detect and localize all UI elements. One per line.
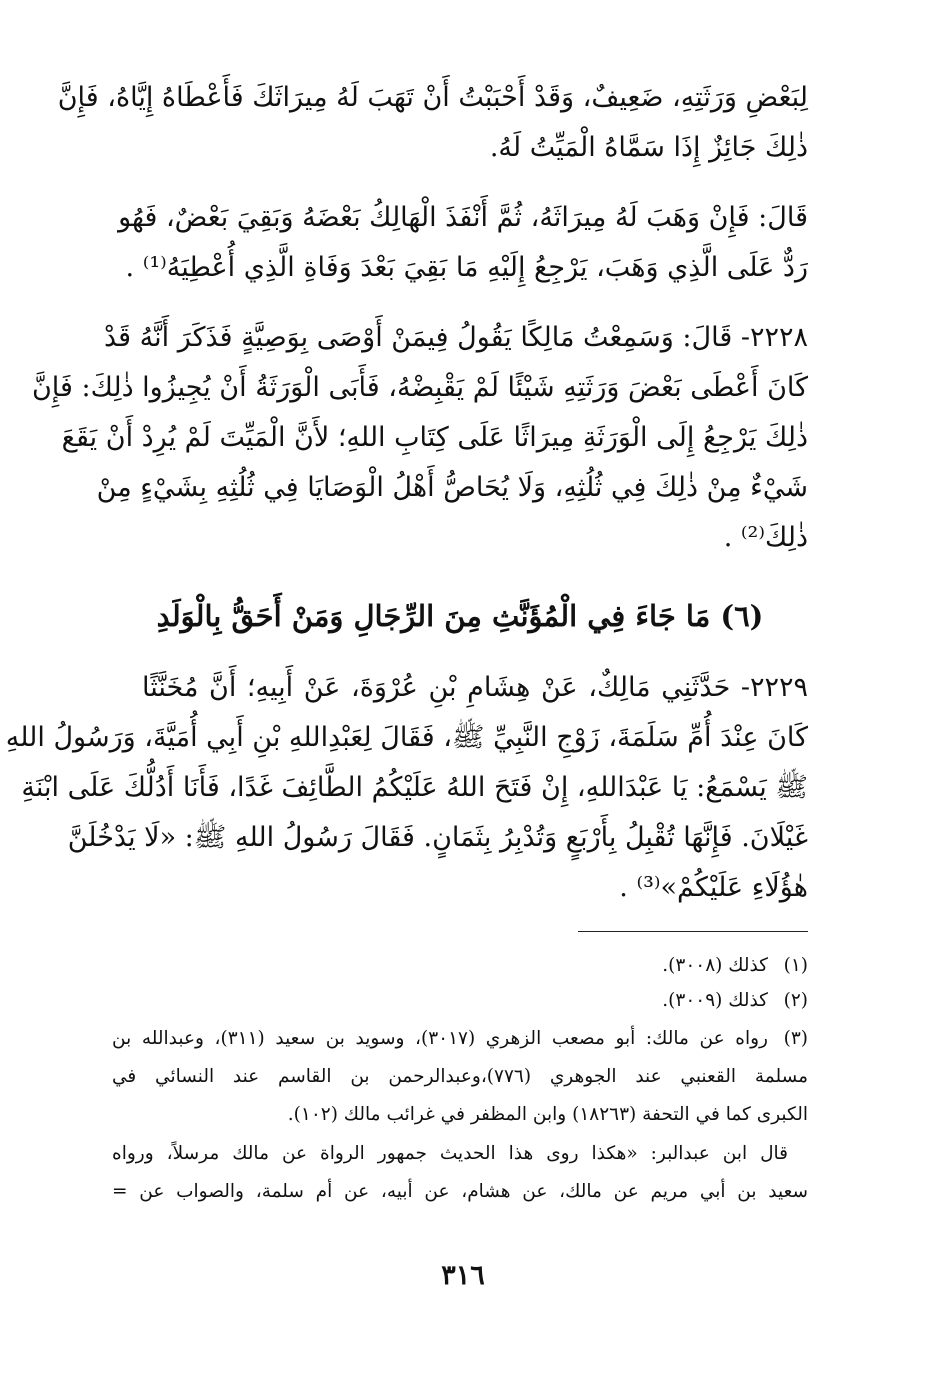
footnote-line: كذلك (٣٠٠٨). — [662, 955, 768, 976]
footnote-number: (٢) — [783, 990, 808, 1011]
text-line: قَالَ: فَإِنْ وَهَبَ لَهُ مِيرَاثَهُ، ثُمَّ أَنْفَذَ الْهَالِكُ بَعْضَهُ وَبَقِيَ بَعْضٌ، فَهُو — [118, 202, 808, 233]
footnote-line: قال ابن عبدالبر: «هكذا روى هذا الحديث جمهور الرواة عن مالك مرسلاً، ورواه — [112, 1143, 788, 1164]
footnote-separator — [578, 931, 808, 932]
page-number: ٣١٦ — [441, 1260, 485, 1291]
text-line: كَانَ أَعْطَى بَعْضَ وَرَثَتِهِ شَيْئًا لَمْ يَقْبِضْهُ، فَأَبَى الْوَرَثَةُ أَنْ يُجِيزُوا ذٰلِكَ: فَإِنَّ — [31, 372, 808, 403]
footnote-number: (١) — [783, 955, 808, 976]
text-line: ﷺ يَسْمَعُ: يَا عَبْدَاللهِ، إِنْ فَتَحَ اللهُ عَلَيْكُمُ الطَّائِفَ غَدًا، فَأَنَا أَدُلُّكَ عَلَى ابْنَةِ — [21, 772, 808, 803]
footnote-line: الكبرى كما في التحفة (١٨٢٦٣) وابن المظفر في غرائب مالك (١٠٢). — [287, 1104, 808, 1125]
text-line: هٰؤُلَاءِ عَلَيْكُمْ»⁽³⁾ . — [619, 872, 808, 903]
text-line: ذٰلِكَ يَرْجِعُ إِلَى الْوَرَثَةِ مِيرَاثًا عَلَى كِتَابِ اللهِ؛ لأَنَّ الْمَيِّتَ لَمْ يُرِدْ أَنْ يَقَعَ — [61, 422, 808, 453]
footnote-line: رواه عن مالك: أبو مصعب الزهري (٣٠١٧)، وسويد بن سعيد (٣١١)، وعبدالله بن — [112, 1028, 768, 1049]
text-line: رَدٌّ عَلَى الَّذِي وَهَبَ، يَرْجِعُ إِلَيْهِ مَا بَقِيَ بَعْدَ وَفَاةِ الَّذِي أُعْطِيَهُ⁽¹⁾ . — [125, 252, 808, 283]
footnote-line: سعيد بن أبي مريم عن مالك، عن هشام، عن أبيه، عن أم سلمة، والصواب عن = — [112, 1181, 808, 1202]
text-line: ٢٢٢٨- قَالَ: وَسَمِعْتُ مَالِكًا يَقُولُ فِيمَنْ أَوْصَى بِوَصِيَّةٍ فَذَكَرَ أَنَّهُ قَدْ — [103, 322, 808, 353]
footnote-line: كذلك (٣٠٠٩). — [662, 990, 768, 1011]
text-line: شَيْءٌ مِنْ ذٰلِكَ فِي ثُلُثِهِ، وَلَا يُحَاصُّ أَهْلُ الْوَصَايَا فِي ثُلُثِهِ بِشَيْءٍ مِنْ — [96, 472, 808, 503]
text-line: كَانَ عِنْدَ أُمِّ سَلَمَةَ، زَوْجِ النَّبِيِّ ﷺ، فَقَالَ لِعَبْدِاللهِ بْنِ أَبِي أُمَيَّةَ، وَرَسُولُ اللهِ — [5, 722, 808, 753]
text-line: لِبَعْضِ وَرَثَتِهِ، ضَعِيفٌ، وَقَدْ أَحْبَبْتُ أَنْ تَهَبَ لَهُ مِيرَاثَكَ فَأَعْطَاهُ إِيَّاهُ، فَإِنَّ — [57, 82, 808, 113]
text-line: غَيْلَانَ. فَإِنَّهَا تُقْبِلُ بِأَرْبَعٍ وَتُدْبِرُ بِثَمَانٍ. فَقَالَ رَسُولُ اللهِ ﷺ: «لَا يَدْخُلَنَّ — [67, 822, 808, 853]
section-heading: (٦) مَا جَاءَ فِي الْمُؤَنَّثِ مِنَ الرِّجَالِ وَمَنْ أَحَقُّ بِالْوَلَدِ — [156, 599, 764, 633]
text-line: ٢٢٢٩- حَدَّثَنِي مَالِكٌ، عَنْ هِشَامِ بْنِ عُرْوَةَ، عَنْ أَبِيهِ؛ أَنَّ مُخَنَّثًا — [142, 672, 808, 703]
text-line: ذٰلِكَ جَائِزٌ إِذَا سَمَّاهُ الْمَيِّتُ لَهُ. — [489, 132, 808, 163]
footnote-line: مسلمة القعنبي عند الجوهري (٧٧٦)،وعبدالرحمن بن القاسم عند النسائي في — [112, 1066, 808, 1087]
text-line: ذٰلِكَ⁽²⁾ . — [723, 522, 808, 553]
footnote-number: (٣) — [783, 1028, 808, 1049]
